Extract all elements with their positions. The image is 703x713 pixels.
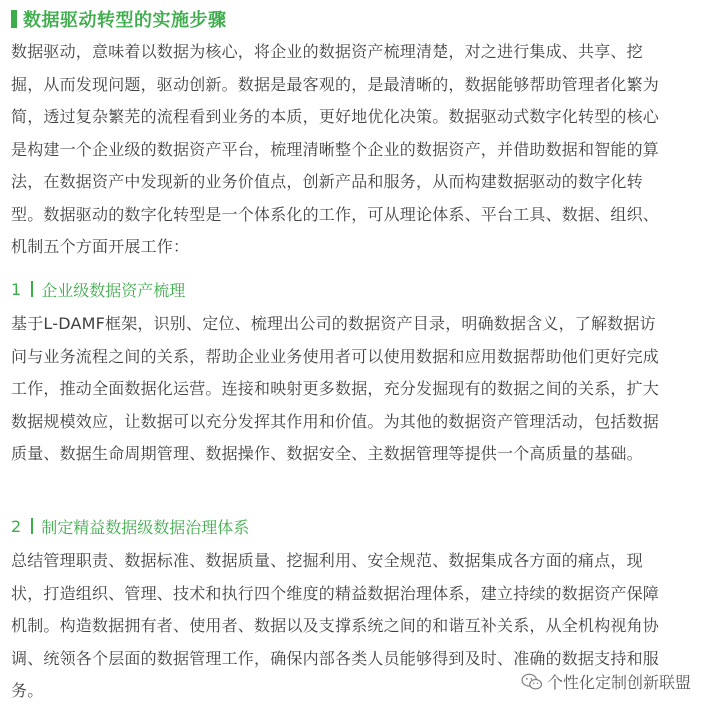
heading-text: 数据驱动转型的实施步骤 <box>23 10 227 31</box>
heading-accent-bar <box>11 10 17 28</box>
subsection-divider <box>31 281 33 297</box>
text-line: 数据规模效应，让数据可以充分发挥其作用和价值。为其他的数据资产管理活动，包括数据 <box>11 411 660 431</box>
text-line: 工作，推动全面数据化运营。连接和映射更多数据，充分发掘现有的数据之间的关系，扩大 <box>11 379 660 398</box>
text-line: 型。数据驱动的数字化转型是一个体系化的工作，可从理论体系、平台工具、数据、组织、 <box>11 204 660 224</box>
text-line: 数据驱动，意味着以数据为核心，将企业的数据资产梳理清楚，对之进行集成、共享、挖 <box>11 42 643 61</box>
text-line: 简，透过复杂繁芜的流程看到业务的本质，更好地优化决策。数据驱动式数字化转型的核心 <box>11 107 660 126</box>
subsection-title: 企业级数据资产梳理 <box>41 280 186 300</box>
watermark <box>521 670 691 693</box>
text-line: 是构建一个企业级的数据资产平台，梳理清晰整个企业的数据资产，并借助数据和智能的算 <box>11 139 660 159</box>
text-line: 机制。构造数据拥有者、使用者、数据以及支撑系统之间的和谐互补关系，从全机构视角协 <box>11 616 660 635</box>
subsection-title: 制定精益数据级数据治理体系 <box>41 517 250 537</box>
text-line: 机制五个方面开展工作： <box>11 237 190 256</box>
subsection-heading-1 <box>11 276 185 302</box>
text-line: 法，在数据资产中发现新的业务价值点，创新产品和服务，从而构建数据驱动的数字化转 <box>11 172 643 191</box>
text-line: 基于L-DAMF框架，识别、定位、梳理出公司的数据资产目录，明确数据含义，了解数据访 <box>11 314 656 333</box>
subsection-paragraph-1 <box>11 308 695 471</box>
text-line: 质量、数据生命周期管理、数据操作、数据安全、主数据管理等提供一个高质量的基础。 <box>11 444 643 463</box>
text-line: 掘，从而发现问题，驱动创新。数据是最客观的，是最清晰的，数据能够帮助管理者化繁为 <box>11 74 660 94</box>
text-line: 务。 <box>11 681 44 700</box>
subsection-number: 1 <box>11 279 22 299</box>
text-line: 问与业务流程之间的关系，帮助企业业务使用者可以使用数据和应用数据帮助他们更好完成 <box>11 346 660 366</box>
section-heading <box>11 6 227 32</box>
wechat-icon <box>521 673 543 691</box>
watermark-text: 个性化定制创新联盟 <box>546 673 691 692</box>
intro-paragraph <box>11 36 695 264</box>
text-line: 总结管理职责、数据标准、数据质量、挖掘利用、安全规范、数据集成各方面的痛点，现 <box>11 551 643 570</box>
subsection-divider <box>31 518 33 534</box>
text-line: 状，打造组织、管理、技术和执行四个维度的精益数据治理体系，建立持续的数据资产保障 <box>11 583 660 603</box>
subsection-number: 2 <box>11 516 22 536</box>
subsection-heading-2 <box>11 513 249 539</box>
text-line: 调、统领各个层面的数据管理工作，确保内部各类人员能够得到及时、准确的数据支持和服 <box>11 648 660 668</box>
